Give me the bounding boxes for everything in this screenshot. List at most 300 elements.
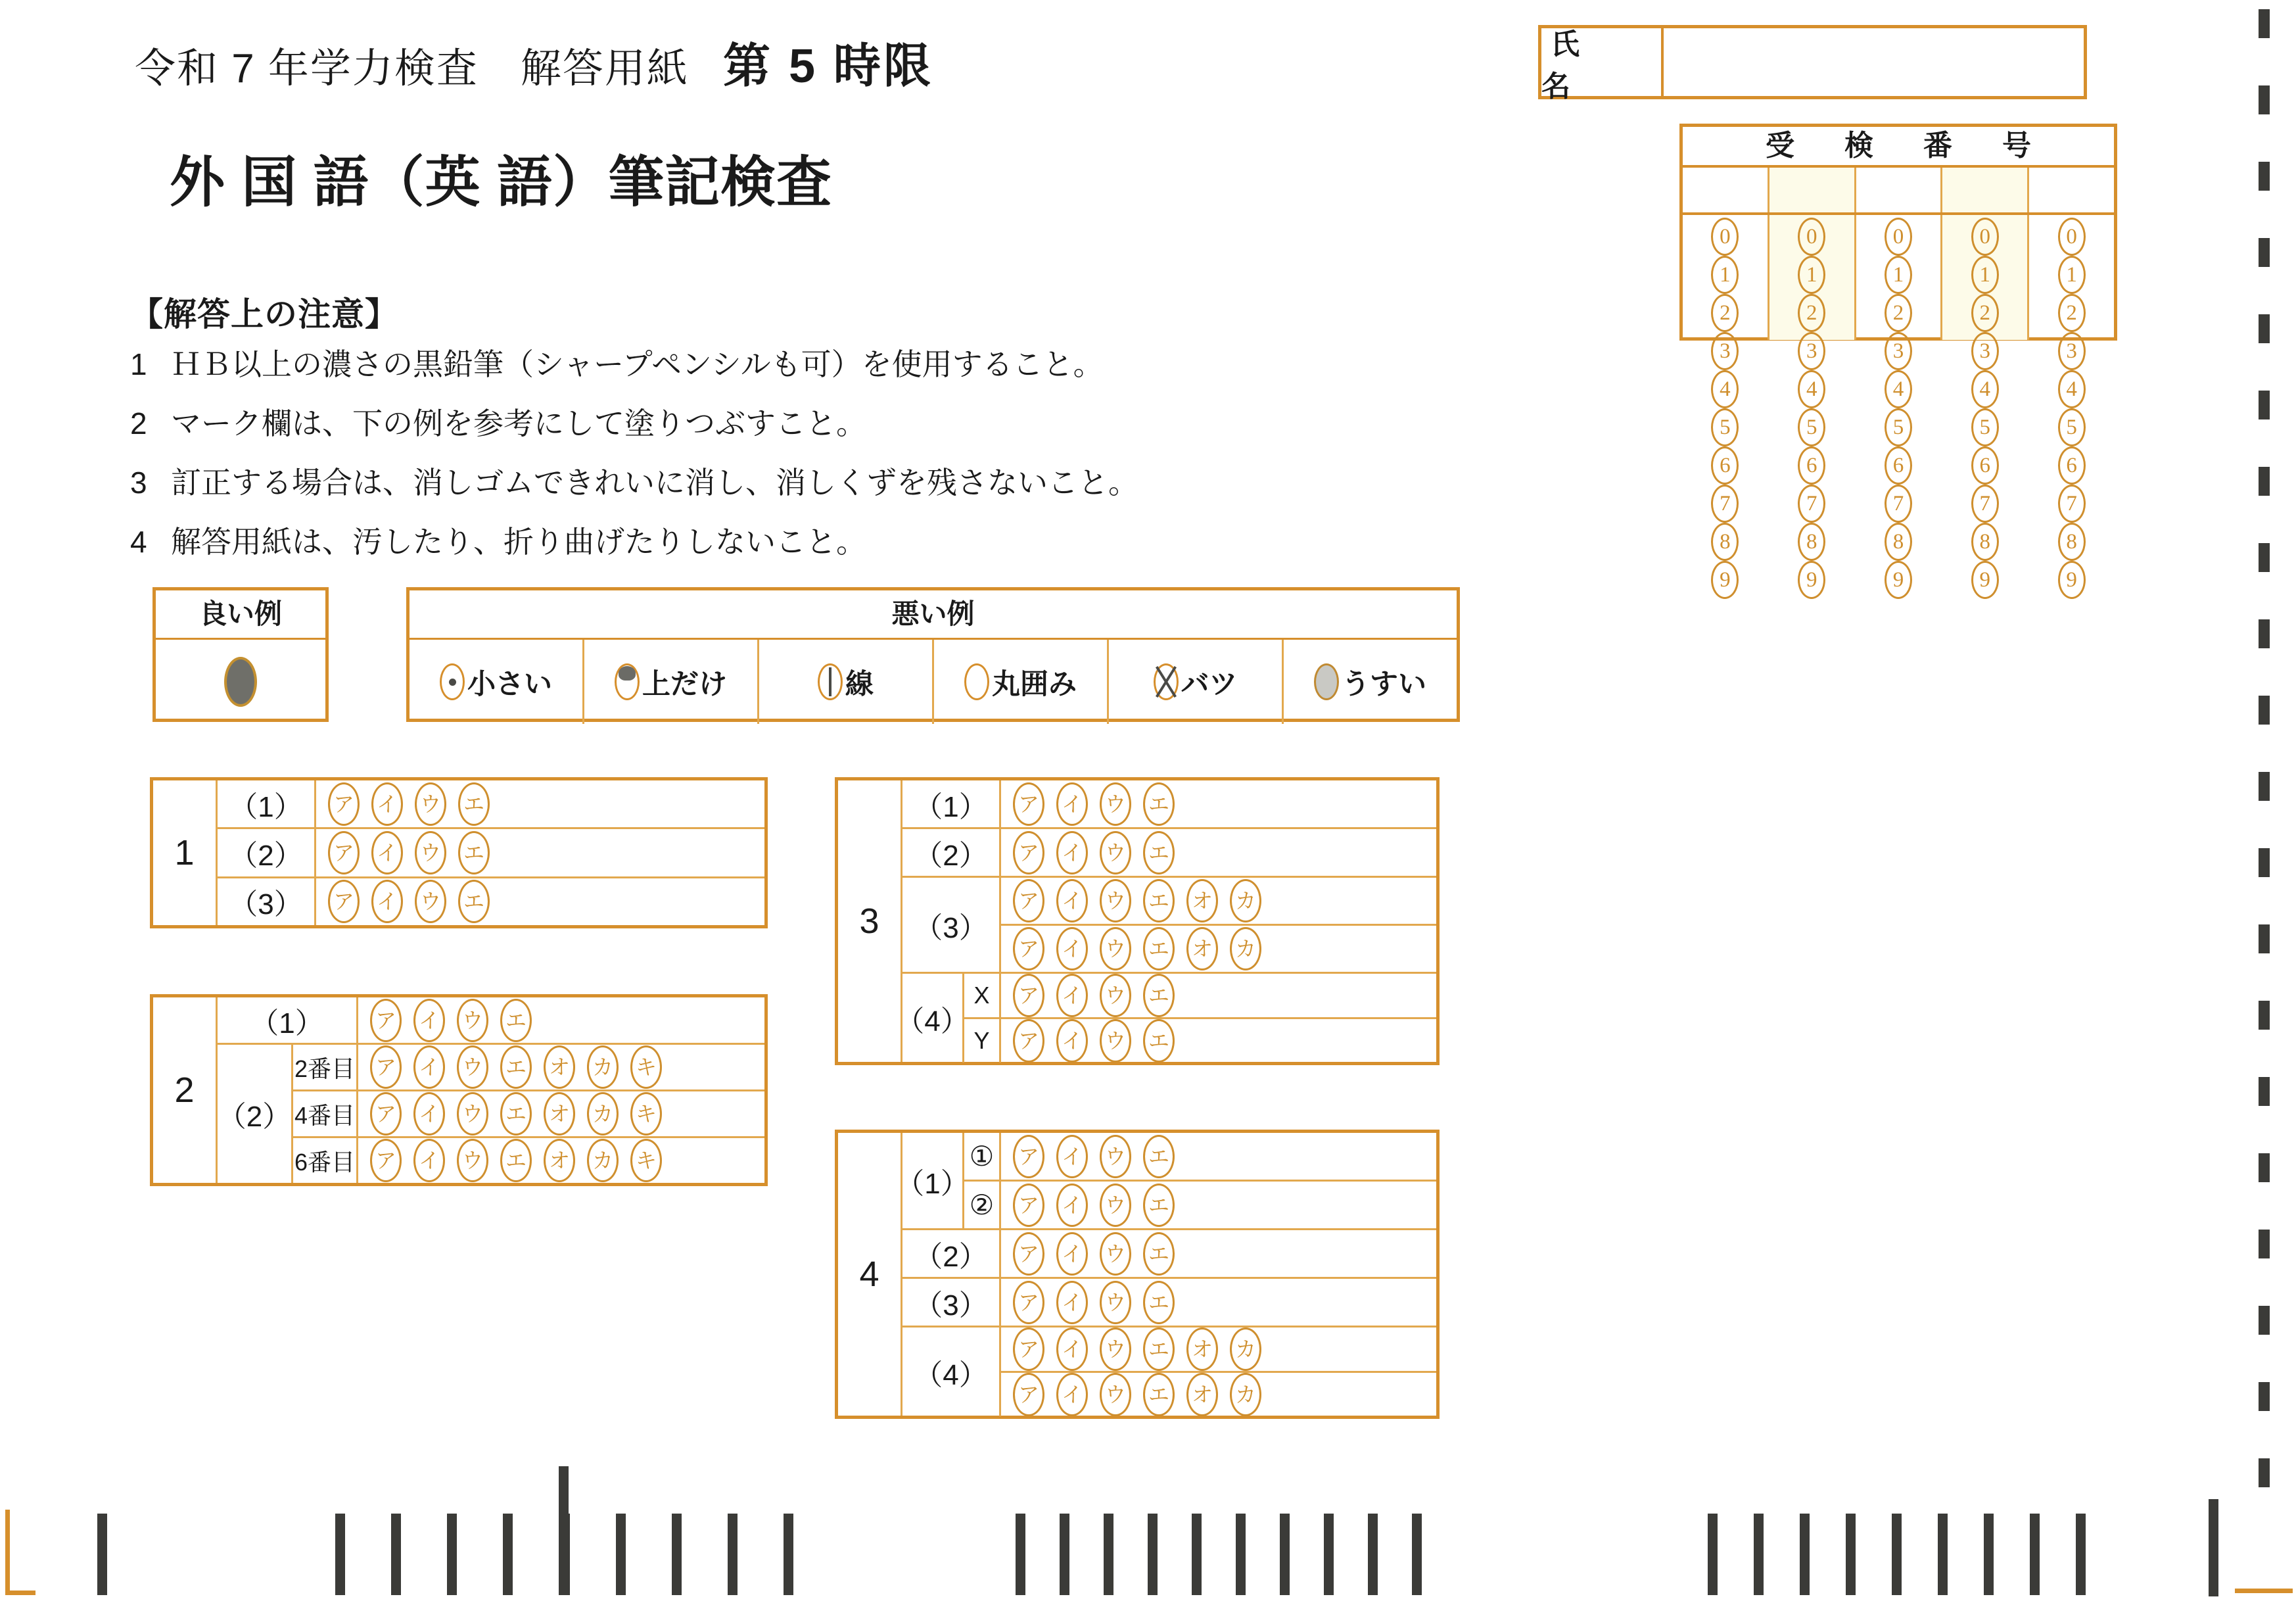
digit-bubble[interactable]: 5 xyxy=(2058,408,2086,446)
exam-number-write-cell[interactable] xyxy=(1683,168,1769,212)
answer-row xyxy=(902,829,1436,878)
sub-label: X xyxy=(964,974,1001,1017)
digit-bubble[interactable]: 0 xyxy=(2058,218,2086,256)
timing-mark xyxy=(335,1514,345,1595)
timing-mark xyxy=(2259,85,2270,114)
option-bubbles xyxy=(358,1091,764,1136)
exam-number-write-cell[interactable] xyxy=(1942,168,2029,212)
answer-row xyxy=(895,1133,1436,1230)
option-bubble[interactable]: キ xyxy=(630,1139,662,1182)
timing-mark xyxy=(1892,1514,1902,1595)
option-bubble[interactable]: イ xyxy=(371,880,403,923)
digit-bubble[interactable]: 4 xyxy=(1885,370,1912,408)
section-number: 1 xyxy=(153,780,218,925)
exam-number-column xyxy=(1683,215,1769,592)
option-bubbles xyxy=(1001,878,1436,924)
digit-bubble[interactable]: 3 xyxy=(1711,332,1739,370)
digit-bubble[interactable]: 8 xyxy=(1798,523,1825,561)
timing-mark xyxy=(2259,1458,2270,1487)
digit-bubble[interactable]: 8 xyxy=(1971,523,1999,561)
timing-mark xyxy=(2259,1382,2270,1411)
corner-registration-bracket xyxy=(5,1510,35,1595)
digit-bubble[interactable]: 0 xyxy=(1885,218,1912,256)
option-bubble[interactable]: イ xyxy=(1056,831,1088,874)
option-bubble[interactable]: エ xyxy=(1143,1328,1175,1371)
option-bubble[interactable]: ウ xyxy=(1100,927,1131,970)
option-bubble[interactable]: カ xyxy=(1230,1328,1261,1371)
timing-mark xyxy=(2259,772,2270,801)
option-bubble[interactable]: エ xyxy=(500,1139,532,1182)
answer-row xyxy=(902,1230,1436,1279)
option-bubble[interactable]: イ xyxy=(413,999,445,1042)
option-bubble[interactable]: ウ xyxy=(1100,1019,1131,1063)
digit-bubble[interactable]: 2 xyxy=(1971,294,1999,332)
answer-subrow xyxy=(293,1045,764,1091)
digit-bubble[interactable]: 2 xyxy=(2058,294,2086,332)
small-dot-mark-icon xyxy=(440,663,465,700)
bad-example-item xyxy=(934,640,1109,724)
timing-mark xyxy=(2259,467,2270,496)
digit-bubble[interactable]: 1 xyxy=(2058,256,2086,294)
answer-row xyxy=(218,829,764,878)
exam-number-column xyxy=(1769,215,1856,592)
timing-mark xyxy=(1016,1514,1025,1595)
sub-label: Y xyxy=(964,1019,1001,1063)
option-bubble[interactable]: ウ xyxy=(1100,1184,1131,1227)
option-bubbles xyxy=(1001,829,1436,876)
corner-registration-line xyxy=(2235,1589,2293,1593)
bad-example-title: 悪い例 xyxy=(410,590,1457,640)
answer-row xyxy=(218,997,764,1045)
circle-outline-mark-icon xyxy=(964,663,989,700)
timing-mark xyxy=(1754,1514,1764,1595)
option-bubble[interactable]: ア xyxy=(328,880,360,923)
answer-subrow xyxy=(964,1182,1436,1228)
digit-bubble[interactable]: 1 xyxy=(1971,256,1999,294)
option-bubble[interactable]: ウ xyxy=(1100,974,1131,1017)
note-number: 3 xyxy=(130,466,147,500)
option-bubble[interactable]: エ xyxy=(1143,879,1175,922)
option-bubble[interactable]: ア xyxy=(1013,831,1044,874)
option-bubble[interactable]: エ xyxy=(458,831,490,874)
bad-example-label: バツ xyxy=(1181,668,1238,700)
exam-number-title: 受 検 番 号 xyxy=(1683,127,2114,168)
answer-section-1 xyxy=(150,777,768,928)
option-bubble[interactable]: ウ xyxy=(1100,879,1131,922)
digit-bubble[interactable]: 2 xyxy=(1798,294,1825,332)
exam-number-column xyxy=(1856,215,1943,592)
sub-rows xyxy=(964,974,1436,1063)
section-1-rows xyxy=(218,780,764,925)
option-bubble[interactable]: イ xyxy=(1056,927,1088,970)
good-example-title: 良い例 xyxy=(156,590,325,640)
option-bubble[interactable]: ウ xyxy=(1100,1281,1131,1324)
exam-number-write-cell[interactable] xyxy=(1856,168,1943,212)
note-text: マーク欄は、下の例を参考にして塗りつぶすこと。 xyxy=(171,406,866,441)
option-bubble[interactable]: エ xyxy=(500,999,532,1042)
timing-mark xyxy=(1324,1514,1334,1595)
option-bubble[interactable]: イ xyxy=(371,782,403,826)
digit-bubble[interactable]: 3 xyxy=(1885,332,1912,370)
cross-mark-icon xyxy=(1154,663,1179,700)
digit-bubble[interactable]: 0 xyxy=(1798,218,1825,256)
digit-bubble[interactable]: 7 xyxy=(2058,485,2086,523)
option-bubbles xyxy=(1001,1182,1436,1228)
option-bubble[interactable]: ア xyxy=(328,782,360,826)
option-bubble[interactable]: エ xyxy=(1143,831,1175,874)
question-label: （2） xyxy=(218,829,316,876)
exam-number-write-cell[interactable] xyxy=(2029,168,2114,212)
timing-mark xyxy=(2259,238,2270,267)
digit-bubble[interactable]: 4 xyxy=(1971,370,1999,408)
option-bubbles xyxy=(1001,926,1436,972)
timing-mark xyxy=(2259,619,2270,648)
option-bubble[interactable]: エ xyxy=(1143,974,1175,1017)
option-bubble[interactable]: エ xyxy=(500,1092,532,1136)
digit-bubble[interactable]: 9 xyxy=(2058,561,2086,599)
line-mark-icon xyxy=(818,663,843,700)
note-item xyxy=(130,459,1138,502)
timing-mark xyxy=(2259,1153,2270,1182)
digit-bubble[interactable]: 0 xyxy=(1971,218,1999,256)
option-bubble[interactable]: カ xyxy=(587,1092,619,1136)
question-label: （4） xyxy=(902,974,964,1063)
section-3-rows xyxy=(895,780,1436,1062)
digit-bubble[interactable]: 7 xyxy=(1971,485,1999,523)
option-bubble[interactable]: ウ xyxy=(457,1045,488,1089)
option-bubble[interactable]: エ xyxy=(1143,1232,1175,1276)
faint-mark-icon xyxy=(1314,663,1339,700)
option-bubbles xyxy=(358,1045,764,1089)
question-label: （4） xyxy=(902,1328,1001,1416)
option-bubble[interactable]: ウ xyxy=(1100,1135,1131,1178)
option-bubble[interactable]: ア xyxy=(1013,879,1044,922)
timing-mark xyxy=(1236,1514,1246,1595)
option-bubble[interactable]: キ xyxy=(630,1092,662,1136)
digit-bubble[interactable]: 8 xyxy=(1711,523,1739,561)
notes-heading: 【解答上の注意】 xyxy=(130,296,398,333)
option-bubble[interactable]: カ xyxy=(1230,879,1261,922)
option-bubble[interactable]: イ xyxy=(413,1139,445,1182)
answer-subrow xyxy=(964,1133,1436,1182)
digit-bubble[interactable]: 3 xyxy=(2058,332,2086,370)
bad-example-item xyxy=(1284,640,1457,724)
timing-mark xyxy=(1938,1514,1948,1595)
timing-mark xyxy=(391,1514,401,1595)
question-label: （3） xyxy=(902,1279,1001,1326)
option-bubble[interactable]: ア xyxy=(1013,1184,1044,1227)
option-bubble[interactable]: イ xyxy=(1056,879,1088,922)
option-bubbles xyxy=(1001,1133,1436,1180)
digit-bubble[interactable]: 4 xyxy=(1798,370,1825,408)
name-input[interactable] xyxy=(1664,28,2084,96)
note-item xyxy=(130,400,1138,443)
option-bubble[interactable]: イ xyxy=(1056,1232,1088,1276)
option-bubble[interactable]: カ xyxy=(587,1045,619,1089)
option-bubble[interactable]: イ xyxy=(1056,1184,1088,1227)
question-label: （1） xyxy=(902,1133,964,1228)
digit-bubble[interactable]: 8 xyxy=(2058,523,2086,561)
timing-mark xyxy=(1104,1514,1113,1595)
timing-mark xyxy=(2259,391,2270,419)
option-bubble[interactable]: オ xyxy=(1186,1373,1218,1416)
digit-bubble[interactable]: 1 xyxy=(1885,256,1912,294)
option-bubble[interactable]: カ xyxy=(1230,927,1261,970)
digit-bubble[interactable]: 9 xyxy=(1798,561,1825,599)
option-bubble[interactable]: ア xyxy=(1013,927,1044,970)
digit-bubble[interactable]: 7 xyxy=(1798,485,1825,523)
digit-bubble[interactable]: 6 xyxy=(2058,446,2086,485)
question-label: （3） xyxy=(902,878,1001,972)
bad-example-box xyxy=(406,587,1460,722)
option-bubble[interactable]: ア xyxy=(1013,974,1044,1017)
option-bubble[interactable]: ウ xyxy=(1100,1328,1131,1371)
option-bubbles xyxy=(358,997,764,1043)
option-bubble[interactable]: ウ xyxy=(1100,1232,1131,1276)
answer-row xyxy=(902,878,1436,974)
timing-mark xyxy=(2259,162,2270,191)
digit-bubble[interactable]: 3 xyxy=(1798,332,1825,370)
timing-mark xyxy=(1192,1514,1202,1595)
option-bubble[interactable]: エ xyxy=(1143,1373,1175,1416)
option-bubbles xyxy=(1001,974,1436,1017)
digit-bubble[interactable]: 6 xyxy=(1711,446,1739,485)
digit-bubble[interactable]: 5 xyxy=(1971,408,1999,446)
digit-bubble[interactable]: 6 xyxy=(1971,446,1999,485)
digit-bubble[interactable]: 2 xyxy=(1885,294,1912,332)
option-bubble[interactable]: ア xyxy=(1013,1019,1044,1063)
option-bubble[interactable]: イ xyxy=(1056,1281,1088,1324)
sub-label: 2番目 xyxy=(293,1045,358,1089)
option-bubble[interactable]: オ xyxy=(544,1139,575,1182)
option-bubble[interactable]: ア xyxy=(370,1139,402,1182)
option-bubble[interactable]: ア xyxy=(370,1045,402,1089)
option-bubble[interactable]: オ xyxy=(1186,1328,1218,1371)
note-item xyxy=(130,518,1138,562)
section-2-rows xyxy=(218,997,764,1183)
option-bubble[interactable]: ウ xyxy=(415,880,446,923)
timing-mark xyxy=(2259,314,2270,343)
option-bubble[interactable]: ウ xyxy=(457,1139,488,1182)
exam-number-grid xyxy=(1679,124,2117,592)
digit-bubble[interactable]: 6 xyxy=(1798,446,1825,485)
option-bubble[interactable]: イ xyxy=(1056,1019,1088,1063)
timing-mark xyxy=(1984,1514,1994,1595)
timing-mark xyxy=(1148,1514,1158,1595)
section-number: 2 xyxy=(153,997,218,1183)
sub-rows xyxy=(293,1045,764,1183)
option-bubble[interactable]: カ xyxy=(1230,1373,1261,1416)
sub-label: 6番目 xyxy=(293,1138,358,1183)
option-bubble[interactable]: エ xyxy=(1143,782,1175,826)
timing-mark xyxy=(2259,1230,2270,1258)
timing-mark xyxy=(784,1514,793,1595)
option-bubble[interactable]: イ xyxy=(1056,1135,1088,1178)
timing-mark xyxy=(2030,1514,2040,1595)
option-bubble[interactable]: オ xyxy=(544,1045,575,1089)
option-bubble[interactable]: ウ xyxy=(457,999,488,1042)
option-bubble[interactable]: オ xyxy=(544,1092,575,1136)
timing-mark xyxy=(2209,1499,2218,1596)
digit-bubble[interactable]: 9 xyxy=(1711,561,1739,599)
option-bubble[interactable]: イ xyxy=(1056,782,1088,826)
digit-bubble[interactable]: 5 xyxy=(1711,408,1739,446)
exam-number-column xyxy=(1942,215,2029,592)
digit-bubble[interactable]: 6 xyxy=(1885,446,1912,485)
option-bubble[interactable]: イ xyxy=(1056,1328,1088,1371)
timing-mark xyxy=(560,1514,570,1595)
timing-mark xyxy=(728,1514,738,1595)
option-bubble[interactable]: エ xyxy=(1143,1281,1175,1324)
bad-example-label: 上だけ xyxy=(642,668,727,700)
option-bubble[interactable]: オ xyxy=(1186,927,1218,970)
exam-period-text: 第 5 時限 xyxy=(722,40,933,93)
option-bubble[interactable]: エ xyxy=(1143,1135,1175,1178)
note-number: 4 xyxy=(130,525,147,559)
exam-number-column xyxy=(2029,215,2114,592)
timing-mark xyxy=(2259,848,2270,877)
digit-bubble[interactable]: 1 xyxy=(1711,256,1739,294)
answer-row xyxy=(902,1328,1436,1416)
timing-mark xyxy=(97,1514,107,1595)
option-bubble[interactable]: ウ xyxy=(1100,831,1131,874)
digit-bubble[interactable]: 9 xyxy=(1971,561,1999,599)
option-bubble[interactable]: ア xyxy=(1013,1232,1044,1276)
option-bubble[interactable]: キ xyxy=(630,1045,662,1089)
answer-row xyxy=(902,780,1436,829)
digit-bubble[interactable]: 5 xyxy=(1885,408,1912,446)
timing-mark xyxy=(2259,543,2270,572)
option-bubble[interactable]: ア xyxy=(328,831,360,874)
name-field-box xyxy=(1538,25,2087,103)
option-bubble[interactable]: イ xyxy=(413,1092,445,1136)
option-bubbles xyxy=(316,829,764,876)
subject-title: 外 国 語（英 語）筆記検査 xyxy=(170,151,833,213)
answer-row xyxy=(218,1045,764,1183)
option-bubble[interactable]: ア xyxy=(1013,1373,1044,1416)
timing-mark xyxy=(2259,9,2270,38)
digit-bubble[interactable]: 4 xyxy=(2058,370,2086,408)
note-number: 2 xyxy=(130,406,147,441)
option-bubble[interactable]: エ xyxy=(1143,927,1175,970)
answer-section-3 xyxy=(835,777,1440,1065)
option-bubble[interactable]: イ xyxy=(371,831,403,874)
option-bubble[interactable]: エ xyxy=(500,1045,532,1089)
option-bubble[interactable]: ア xyxy=(370,999,402,1042)
exam-title-text: 令和 7 年学力検査 解答用紙 xyxy=(135,46,689,91)
note-text: 解答用紙は、汚したり、折り曲げたりしないこと。 xyxy=(171,525,866,559)
option-bubble[interactable]: カ xyxy=(587,1139,619,1182)
question-label: （1） xyxy=(218,780,316,827)
answer-row xyxy=(902,1279,1436,1328)
option-bubble[interactable]: ア xyxy=(1013,1135,1044,1178)
timing-mark xyxy=(672,1514,682,1595)
sub-rows xyxy=(1001,878,1436,972)
bad-example-cells xyxy=(410,640,1457,724)
option-bubble[interactable]: ア xyxy=(370,1092,402,1136)
option-bubble[interactable]: エ xyxy=(458,880,490,923)
option-bubbles xyxy=(358,1138,764,1183)
name-field-label: 氏 名 xyxy=(1541,28,1664,96)
answer-subrow xyxy=(1001,878,1436,926)
digit-bubble[interactable]: 7 xyxy=(1711,485,1739,523)
timing-mark xyxy=(1846,1514,1856,1595)
question-label: （1） xyxy=(218,997,358,1043)
digit-bubble[interactable]: 5 xyxy=(1798,408,1825,446)
bad-example-label: 小さい xyxy=(467,668,552,700)
section-number: 3 xyxy=(838,780,902,1062)
option-bubble[interactable]: オ xyxy=(1186,879,1218,922)
option-bubbles xyxy=(1001,1279,1436,1326)
filled-bubble-mark-icon xyxy=(224,657,257,707)
digit-bubble[interactable]: 3 xyxy=(1971,332,1999,370)
exam-number-write-row xyxy=(1683,168,2114,215)
option-bubbles xyxy=(316,878,764,925)
digit-bubble[interactable]: 0 xyxy=(1711,218,1739,256)
digit-bubble[interactable]: 2 xyxy=(1711,294,1739,332)
option-bubble[interactable]: ア xyxy=(1013,1328,1044,1371)
timing-mark xyxy=(1708,1514,1718,1595)
option-bubble[interactable]: エ xyxy=(1143,1184,1175,1227)
bad-example-label: 線 xyxy=(845,668,874,700)
option-bubble[interactable]: ウ xyxy=(1100,782,1131,826)
sub-label: ② xyxy=(964,1182,1001,1228)
sub-rows xyxy=(964,1133,1436,1228)
option-bubbles xyxy=(1001,780,1436,827)
option-bubble[interactable]: イ xyxy=(1056,974,1088,1017)
bad-example-label: うすい xyxy=(1342,668,1426,700)
option-bubble[interactable]: ウ xyxy=(457,1092,488,1136)
digit-bubble[interactable]: 8 xyxy=(1885,523,1912,561)
timing-mark xyxy=(503,1514,513,1595)
answer-subrow xyxy=(293,1138,764,1183)
exam-number-write-cell[interactable] xyxy=(1769,168,1856,212)
sub-label: 4番目 xyxy=(293,1091,358,1136)
option-bubble[interactable]: ウ xyxy=(415,831,446,874)
digit-bubble[interactable]: 1 xyxy=(1798,256,1825,294)
option-bubble[interactable]: イ xyxy=(413,1045,445,1089)
answer-subrow xyxy=(1001,1373,1436,1416)
note-item xyxy=(130,341,1138,384)
timing-mark xyxy=(2076,1514,2086,1595)
timing-mark xyxy=(616,1514,626,1595)
option-bubble[interactable]: ウ xyxy=(415,782,446,826)
digit-bubble[interactable]: 7 xyxy=(1885,485,1912,523)
option-bubble[interactable]: エ xyxy=(1143,1019,1175,1063)
digit-bubble[interactable]: 9 xyxy=(1885,561,1912,599)
option-bubble[interactable]: ウ xyxy=(1100,1373,1131,1416)
answer-subrow xyxy=(964,974,1436,1019)
timing-mark xyxy=(1412,1514,1422,1595)
answer-subrow xyxy=(293,1091,764,1138)
option-bubbles xyxy=(1001,1328,1436,1371)
note-number: 1 xyxy=(130,347,147,381)
option-bubble[interactable]: エ xyxy=(458,782,490,826)
answer-subrow xyxy=(1001,926,1436,972)
bad-example-label: 丸囲み xyxy=(992,668,1077,700)
page-title-line1 xyxy=(135,28,933,96)
sub-rows xyxy=(1001,1328,1436,1416)
exam-number-bubble-columns xyxy=(1683,215,2114,592)
digit-bubble[interactable]: 4 xyxy=(1711,370,1739,408)
option-bubble[interactable]: ア xyxy=(1013,782,1044,826)
option-bubble[interactable]: イ xyxy=(1056,1373,1088,1416)
question-label: （2） xyxy=(902,1230,1001,1277)
question-label: （2） xyxy=(902,829,1001,876)
option-bubble[interactable]: ア xyxy=(1013,1281,1044,1324)
good-example-box xyxy=(152,587,329,722)
timing-mark xyxy=(2259,924,2270,953)
